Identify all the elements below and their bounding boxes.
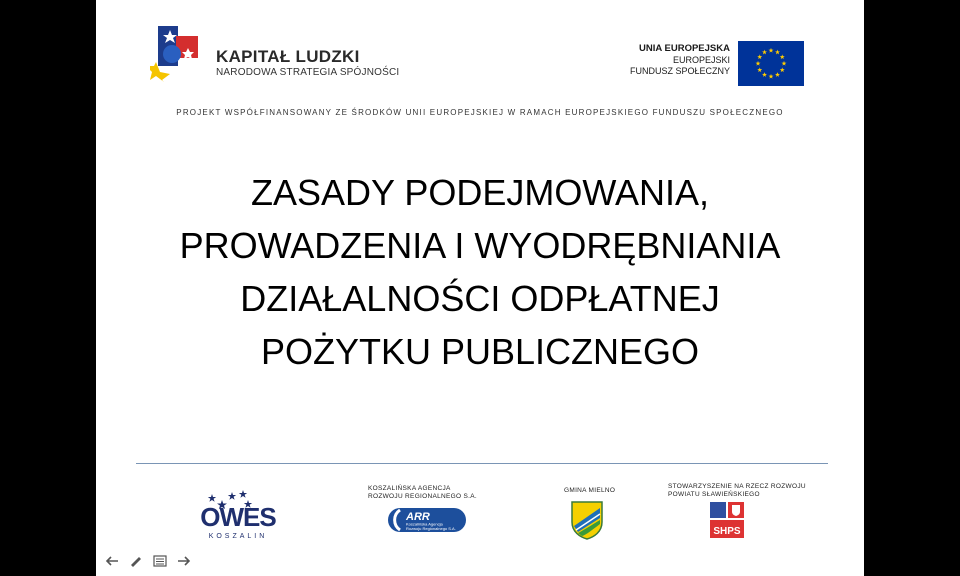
mielno-coat-of-arms-icon	[570, 500, 604, 540]
shps-label	[668, 483, 806, 499]
mielno-label: GMINA MIELNO	[564, 487, 616, 494]
next-icon[interactable]	[176, 554, 192, 568]
eu-text	[630, 43, 730, 77]
owes-koszalin-logo	[176, 480, 300, 540]
eu-name: UNIA EUROPEJSKA	[639, 43, 730, 54]
shps-logo	[708, 500, 746, 540]
slide	[96, 0, 864, 576]
shps-label-line-1: STOWARZYSZENIE NA RZECZ ROZWOJU	[668, 483, 806, 490]
title-line: PROWADZENIA I WYODRĘBNIANIA	[179, 225, 781, 266]
arr-logo	[386, 506, 468, 534]
arr-label-line-2: ROZWOJU REGIONALNEGO S.A.	[368, 493, 477, 500]
footer-divider	[136, 463, 828, 464]
owes-city: KOSZALIN	[208, 533, 268, 540]
kapital-ludzki-title: KAPITAŁ LUDZKI	[216, 47, 360, 66]
menu-icon[interactable]	[152, 554, 168, 568]
kapital-ludzki-subtitle: NARODOWA STRATEGIA SPÓJNOŚCI	[216, 67, 400, 78]
arr-logo-sub-1: Koszalińska Agencja	[406, 521, 443, 527]
slideshow-controls	[104, 554, 192, 568]
kapital-ludzki-logo	[150, 22, 208, 82]
shps-logo-text: SHPS	[713, 526, 741, 537]
arr-logo-text: ARR	[406, 511, 430, 523]
title-line: DZIAŁALNOŚCI ODPŁATNEJ	[240, 278, 720, 319]
shps-label-line-2: POWIATU SŁAWIEŃSKIEGO	[668, 491, 760, 498]
eu-flag-icon	[738, 41, 804, 86]
arr-label-line-1: KOSZALIŃSKA AGENCJA	[368, 485, 451, 492]
project-cofinancing-line: PROJEKT WSPÓŁFINANSOWANY ZE ŚRODKÓW UNII EUROPEJSKIEJ W RAMACH EUROPEJSKIEGO FUNDUSZU SPOŁECZNEGO	[176, 108, 784, 117]
slide-title	[96, 166, 864, 378]
previous-icon[interactable]	[104, 554, 120, 568]
title-line: POŻYTKU PUBLICZNEGO	[260, 331, 700, 372]
kapital-ludzki-text	[216, 48, 399, 79]
eu-fund-line-1: EUROPEJSKI	[672, 55, 730, 65]
owes-wordmark: OWES	[200, 502, 276, 532]
pen-icon[interactable]	[128, 554, 144, 568]
eu-fund-line-2: FUNDUSZ SPOŁECZNY	[629, 66, 730, 76]
title-line: ZASADY PODEJMOWANIA,	[250, 172, 710, 213]
arr-label	[368, 485, 477, 501]
arr-logo-sub-2: Rozwoju Regionalnego S.A.	[406, 526, 456, 531]
